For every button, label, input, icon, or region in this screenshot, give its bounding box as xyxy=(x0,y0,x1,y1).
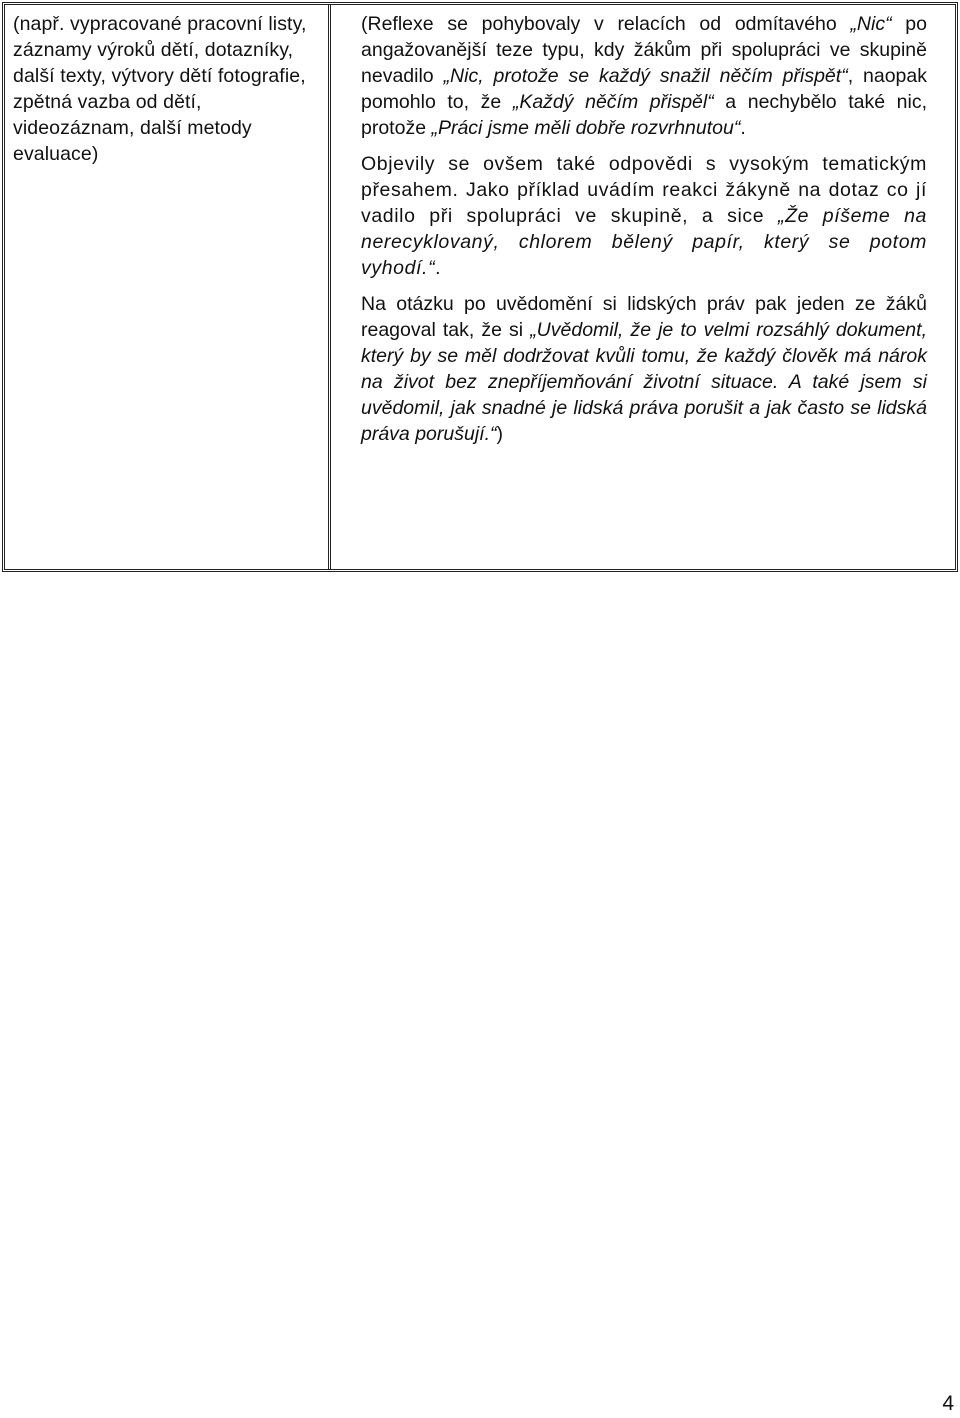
reflection-paragraph-2 xyxy=(361,151,927,281)
table-cell-reflection xyxy=(331,5,955,569)
quote-span: „Nic“ xyxy=(850,13,892,35)
reflection-paragraph-3 xyxy=(361,291,927,447)
evaluation-table xyxy=(2,2,958,572)
text-span: Objevily se ovšem také odpovědi s vysokým tematickým přesahem. Jako příklad uvádím reakci žákyně na dotaz co jí vadilo při spolupráci ve skupině, a sice xyxy=(361,153,927,227)
quote-span: „Uvědomil, že je to velmi rozsáhlý dokument, který by se měl dodržovat kvůli tomu, že každý člověk má nárok na život bez znepříjemňování životní situace. A také jsem si uvědomil, jak snadné je lidská práva porušit a jak často se lidská práva porušují.“ xyxy=(361,319,927,445)
methods-description: (např. vypracované pracovní listy, záznamy výroků dětí, dotazníky, další texty, výtvory dětí fotografie, zpětná vazba od dětí, videozáznam, další metody evaluace) xyxy=(13,13,307,165)
text-span: . xyxy=(435,257,442,279)
text-span: . xyxy=(740,117,746,139)
table-cell-methods xyxy=(5,5,331,569)
text-span: (Reflexe se pohybovaly v relacích od odmítavého xyxy=(361,13,851,35)
quote-span: „Práci jsme měli dobře rozvrhnutou“ xyxy=(431,117,741,139)
quote-span: „Nic, protože se každý snažil něčím přispět“ xyxy=(443,65,848,87)
quote-span: „Každý něčím přispěl“ xyxy=(512,91,714,113)
text-span: , naopak pomohlo to, že xyxy=(361,65,927,113)
text-span: a nechybělo také nic, protože xyxy=(361,91,927,139)
page-number: 4 xyxy=(942,1392,954,1415)
quote-span: „Že píšeme na nerecyklovaný, chlorem bělený papír, který se potom vyhodí.“ xyxy=(361,205,927,279)
text-span: ) xyxy=(496,423,503,445)
reflection-paragraph-1 xyxy=(361,11,927,141)
text-span: Na otázku po uvědomění si lidských práv pak jeden ze žáků reagoval tak, že si xyxy=(361,293,927,341)
text-span: po angažovanější teze typu, kdy žákům při spolupráci ve skupině nevadilo xyxy=(361,13,927,87)
